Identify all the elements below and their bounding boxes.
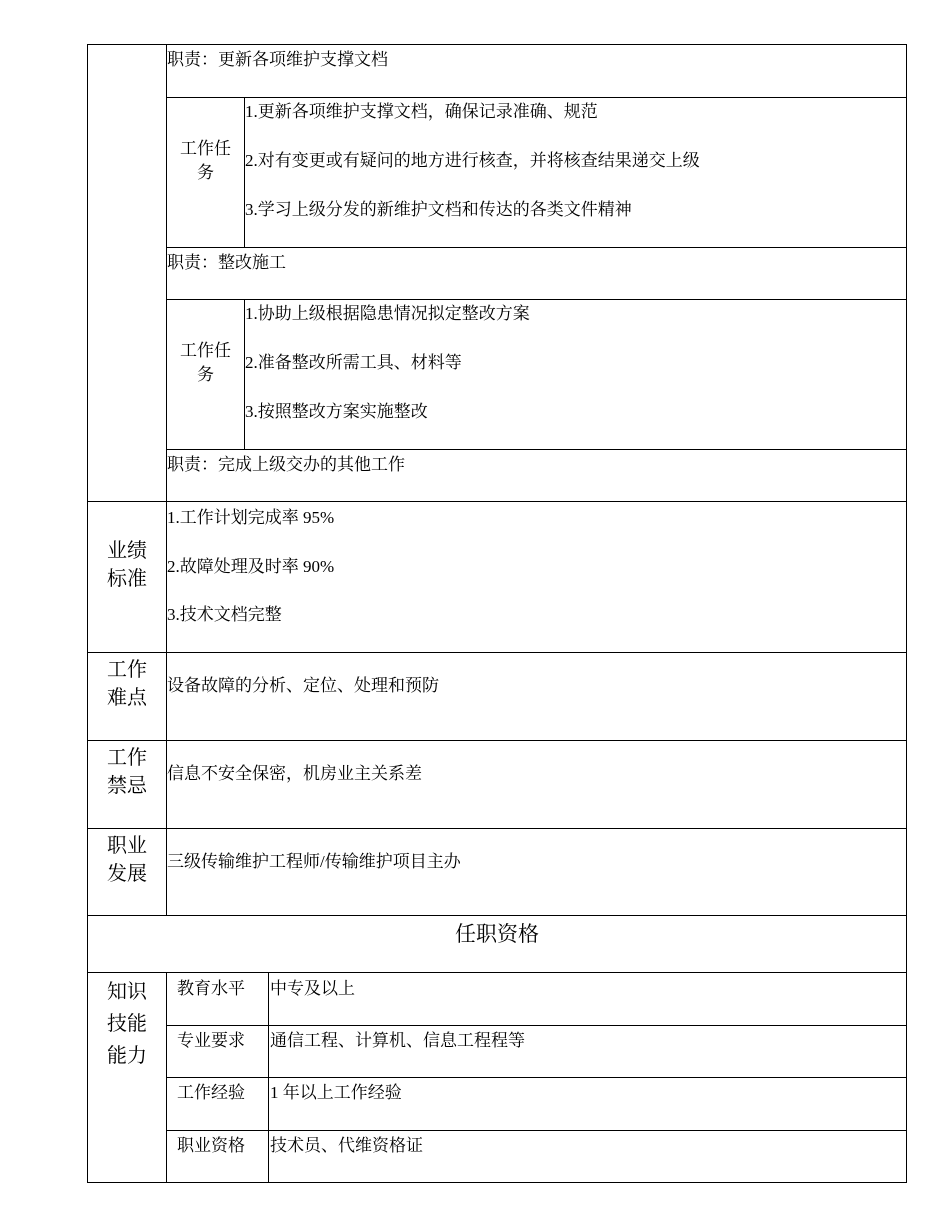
qualification-key: 职业资格 [177, 1136, 245, 1155]
row-divider [166, 299, 907, 300]
row-divider [87, 740, 907, 741]
qualification-key: 专业要求 [177, 1031, 245, 1050]
duty-title: 职责：完成上级交办的其他工作 [167, 455, 405, 474]
task-label: 工作任务 [180, 139, 231, 182]
task-label: 工作任务 [180, 341, 231, 384]
table-border-bottom [87, 1182, 907, 1183]
qualification-value: 中专及以上 [270, 979, 355, 998]
task-item: 1.协助上级根据隐患情况拟定整改方案 [245, 304, 530, 323]
qualification-key-divider [268, 972, 269, 1182]
row-divider [166, 1077, 907, 1078]
taboo-value: 信息不安全保密，机房业主关系差 [167, 764, 422, 783]
row-divider [87, 972, 907, 973]
qualification-key: 工作经验 [177, 1083, 245, 1102]
qualification-value: 技术员、代维资格证 [270, 1136, 423, 1155]
qualification-key: 教育水平 [177, 979, 245, 998]
table-border-left [87, 44, 88, 1183]
row-divider [166, 97, 907, 98]
difficulty-value: 设备故障的分析、定位、处理和预防 [167, 676, 439, 695]
duty-title: 职责：更新各项维护支撑文档 [167, 50, 388, 69]
task-item: 3.按照整改方案实施整改 [245, 402, 428, 421]
row-divider [87, 501, 907, 502]
row-divider [87, 915, 907, 916]
task-item: 2.准备整改所需工具、材料等 [245, 353, 462, 372]
task-item: 2.对有变更或有疑问的地方进行核查，并将核查结果递交上级 [245, 151, 700, 170]
qualification-value: 1 年以上工作经验 [270, 1083, 402, 1102]
performance-item: 1.工作计划完成率 95% [167, 508, 335, 527]
qualification-title: 任职资格 [455, 922, 539, 946]
qualification-value: 通信工程、计算机、信息工程程等 [270, 1031, 525, 1050]
difficulty-label: 工作难点 [107, 659, 147, 709]
row-divider [166, 1130, 907, 1131]
row-divider [87, 828, 907, 829]
performance-label: 业绩标准 [107, 540, 147, 590]
performance-item: 3.技术文档完整 [167, 605, 282, 624]
career-value: 三级传输维护工程师/传输维护项目主办 [167, 852, 461, 871]
table-border-right [906, 44, 907, 1183]
task-item: 3.学习上级分发的新维护文档和传达的各类文件精神 [245, 200, 632, 219]
performance-item: 2.故障处理及时率 90% [167, 557, 335, 576]
row-divider [166, 1025, 907, 1026]
career-label: 职业发展 [107, 835, 147, 885]
row-divider [166, 247, 907, 248]
task-item: 1.更新各项维护支撑文档，确保记录准确、规范 [245, 102, 598, 121]
duty-title: 职责：整改施工 [167, 253, 286, 272]
row-divider [166, 449, 907, 450]
row-divider [87, 652, 907, 653]
table-border-top [87, 44, 907, 45]
qualification-label: 知识技能能力 [107, 981, 147, 1067]
taboo-label: 工作禁忌 [107, 747, 147, 797]
